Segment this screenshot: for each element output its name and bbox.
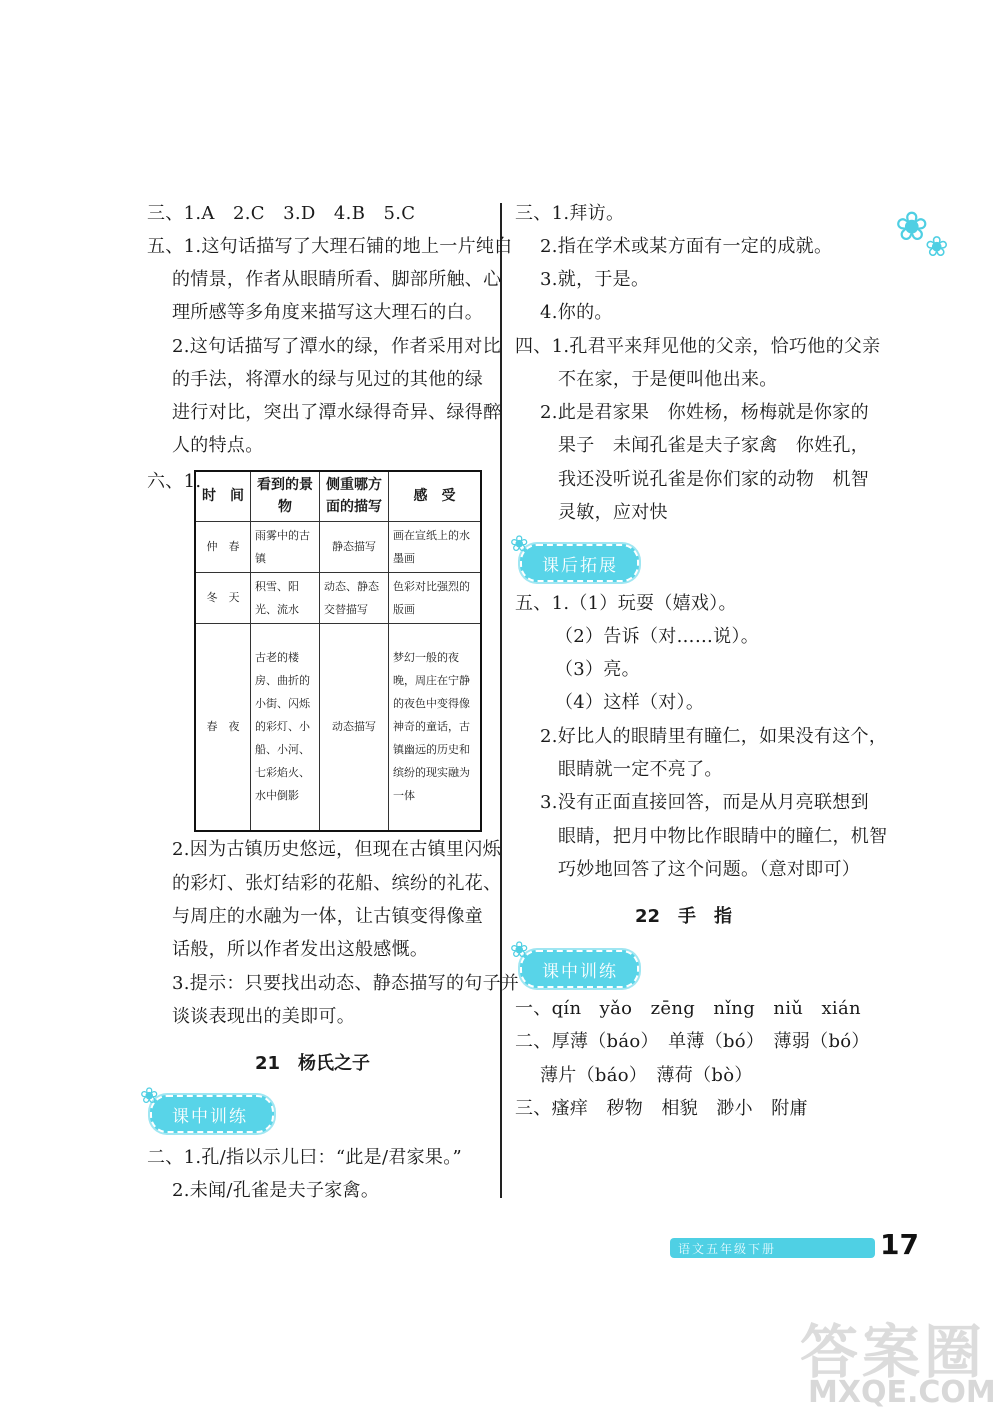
answer-line: 2.好比人的眼睛里有瞳仁，如果没有这个， bbox=[540, 726, 888, 747]
flower-decoration-icon: ❀ bbox=[895, 204, 929, 250]
answer-line: 不在家，于是便叫他出来。 bbox=[558, 369, 778, 390]
footer-bar bbox=[670, 1238, 875, 1258]
table-row bbox=[195, 521, 481, 572]
watermark-url: MXQE.COM bbox=[808, 1375, 996, 1410]
answer-line: （4）这样（对）。 bbox=[555, 692, 705, 713]
answer-line: 的彩灯、张灯结彩的花船、缤纷的礼花、 bbox=[172, 873, 502, 894]
answer-line: 三、1.拜访。 bbox=[515, 203, 625, 224]
answer-line: 二、厚薄（báo） 单薄（bó） 薄弱（bó） bbox=[515, 1031, 870, 1052]
table-cell: 画在宣纸上的水墨画 bbox=[389, 521, 482, 572]
answer-line: 2.指在学术或某方面有一定的成就。 bbox=[540, 236, 833, 257]
footer-bar-text: 语文五年级下册 bbox=[678, 1242, 777, 1256]
answer-line: 五、1.（1）玩耍（嬉戏）。 bbox=[515, 593, 737, 614]
answer-line: 2.这句话描写了潭水的绿，作者采用对比 bbox=[172, 336, 501, 357]
table-cell: 色彩对比强烈的版画 bbox=[389, 572, 482, 623]
section-badge bbox=[520, 950, 639, 988]
flower-decoration-icon: ❀ bbox=[510, 532, 529, 557]
answer-line: 3.就，于是。 bbox=[540, 269, 650, 290]
flower-decoration-icon: ❀ bbox=[140, 1084, 159, 1109]
answer-line: 三、1.A 2.C 3.D 4.B 5.C bbox=[147, 203, 416, 224]
answer-line: 的情景，作者从眼睛所看、脚部所触、心 bbox=[172, 269, 502, 290]
table-cell: 仲 春 bbox=[195, 521, 251, 572]
answer-line: 三、瘙痒 秽物 相貌 渺小 附庸 bbox=[515, 1098, 808, 1119]
answer-line: 2.此是君家果 你姓杨，杨梅就是你家的 bbox=[540, 402, 869, 423]
table-row bbox=[195, 572, 481, 623]
answer-line: 薄片（báo） 薄荷（bò） bbox=[540, 1065, 753, 1086]
table-cell: 动态描写 bbox=[320, 623, 389, 831]
answer-line: （2）告诉（对……说）。 bbox=[555, 626, 760, 647]
table-header: 时 间 bbox=[195, 471, 251, 521]
answer-line: 我还没听说孔雀是你们家的动物 机智 bbox=[558, 469, 870, 490]
lesson-title: 22 手 指 bbox=[635, 906, 733, 927]
answer-line: 话般，所以作者发出这般感慨。 bbox=[172, 939, 429, 960]
answer-line: 3.提示：只要找出动态、静态描写的句子并 bbox=[172, 973, 520, 994]
section-badge bbox=[520, 544, 639, 582]
answer-line: 四、1.孔君平来拜见他的父亲，恰巧他的父亲 bbox=[515, 336, 881, 357]
answer-line: 进行对比，突出了潭水绿得奇异、绿得醉 bbox=[172, 402, 502, 423]
answer-line: 眼睛就一定不亮了。 bbox=[558, 759, 723, 780]
table-cell: 古老的楼房、曲折的小街、闪烁的彩灯、小船、小河、七彩焰火、水中倒影 bbox=[251, 623, 320, 831]
table-cell: 春 夜 bbox=[195, 623, 251, 831]
answer-line: 人的特点。 bbox=[172, 435, 264, 456]
table-cell: 雨雾中的古镇 bbox=[251, 521, 320, 572]
answer-line: 果子 未闻孔雀是夫子家禽 你姓孔， bbox=[558, 435, 870, 456]
table-cell: 积雪、阳光、流水 bbox=[251, 572, 320, 623]
table-cell: 动态、静态交替描写 bbox=[320, 572, 389, 623]
answer-line: 2.未闻/孔雀是夫子家禽。 bbox=[172, 1180, 380, 1201]
answer-line: 五、1.这句话描写了大理石铺的地上一片纯白 bbox=[147, 236, 513, 257]
answer-line: 的手法，将潭水的绿与见过的其他的绿 bbox=[172, 369, 484, 390]
table-cell: 冬 天 bbox=[195, 572, 251, 623]
table-cell: 梦幻一般的夜晚，周庄在宁静的夜色中变得像神奇的童话，古镇幽远的历史和缤纷的现实融为一体 bbox=[389, 623, 482, 831]
answer-line: 一、qín yǎo zēng nǐng niǔ xián bbox=[515, 998, 861, 1019]
answer-line: 理所感等多角度来描写这大理石的白。 bbox=[172, 302, 484, 323]
answer-line: 与周庄的水融为一体，让古镇变得像童 bbox=[172, 906, 484, 927]
table-cell: 静态描写 bbox=[320, 521, 389, 572]
answer-line: 2.因为古镇历史悠远，但现在古镇里闪烁 bbox=[172, 839, 501, 860]
table-row bbox=[195, 623, 481, 831]
section-badge-label: 课中训练 bbox=[172, 1107, 248, 1127]
table-header: 看到的景物 bbox=[251, 471, 320, 521]
watermark: 答案圈 bbox=[800, 1318, 987, 1386]
answer-line: 六、1. bbox=[147, 471, 202, 492]
answer-line: 3.没有正面直接回答，而是从月亮联想到 bbox=[540, 792, 869, 813]
answer-line: 4.你的。 bbox=[540, 302, 613, 323]
answer-line: 灵敏，应对快 bbox=[558, 502, 668, 523]
section-badge-label: 课中训练 bbox=[542, 962, 618, 982]
lesson-title: 21 杨氏之子 bbox=[255, 1053, 371, 1074]
table-header: 感 受 bbox=[389, 471, 482, 521]
answer-line: （3）亮。 bbox=[555, 659, 640, 680]
answer-line: 眼睛，把月中物比作眼睛中的瞳仁，机智 bbox=[558, 826, 888, 847]
answer-line: 谈谈表现出的美即可。 bbox=[172, 1006, 355, 1027]
answer-line: 二、1.孔/指以示儿曰：“此是/君家果。” bbox=[147, 1147, 463, 1168]
flower-decoration-icon: ❀ bbox=[510, 938, 529, 963]
page-number: 17 bbox=[880, 1228, 919, 1261]
section-badge-label: 课后拓展 bbox=[542, 556, 618, 576]
scene-table bbox=[194, 470, 482, 832]
answer-line: 巧妙地回答了这个问题。（意对即可） bbox=[558, 859, 861, 880]
flower-decoration-icon: ❀ bbox=[925, 230, 949, 263]
table-header: 侧重哪方面的描写 bbox=[320, 471, 389, 521]
section-badge bbox=[150, 1095, 274, 1133]
